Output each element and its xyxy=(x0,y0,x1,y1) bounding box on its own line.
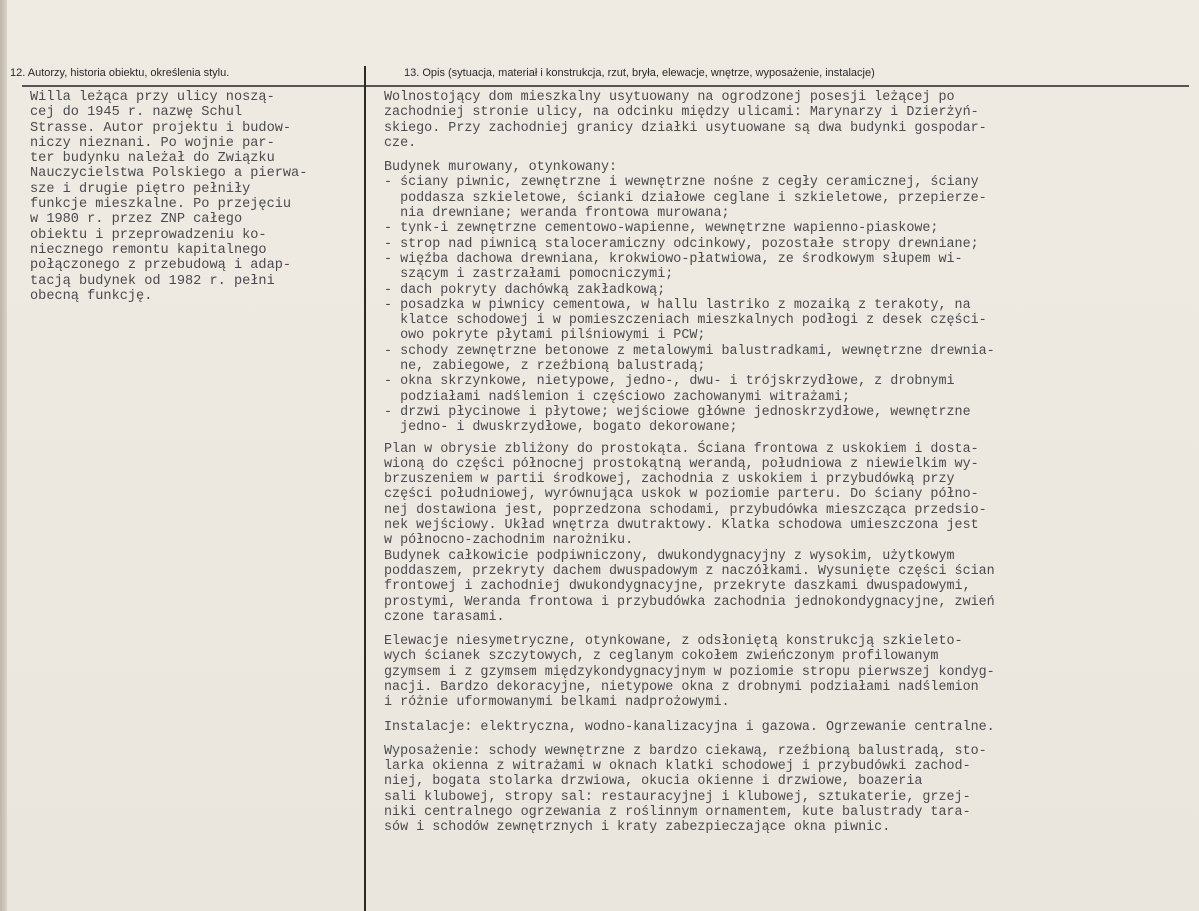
description-paragraph xyxy=(384,442,1184,626)
history-line: Nauczycielstwa Polskiego a pierwa- xyxy=(30,166,308,182)
history-line: cej do 1945 r. nazwę Schul xyxy=(30,105,243,121)
description-line: czone tarasami. xyxy=(384,609,505,625)
description-line: prostymi, Weranda frontowa i przybudówka zachodnia jednokondygnacyjne, zwień xyxy=(384,594,995,610)
history-line: Strasse. Autor projektu i budow- xyxy=(30,120,292,136)
description-line: niej, bogata stolarka drzwiowa, okucia okienne i drzwiowe, boazeria xyxy=(384,774,923,790)
description-line: - posadzka w piwnicy cementowa, w hallu lastriko z mozaiką z terakoty, na xyxy=(384,297,971,313)
description-line: Budynek murowany, otynkowany: xyxy=(384,160,618,176)
description-line: Budynek całkowicie podpiwniczony, dwukondygnacyjny z wysokim, użytkowym xyxy=(384,548,955,564)
description-line: cze. xyxy=(384,135,417,151)
description-line: i różnie uformowanymi belkami nadprożowymi. xyxy=(384,695,730,711)
history-line: sze i drugie piętro pełniły xyxy=(30,181,251,197)
description-line: larka okienna z witrażami w oknach klatki schodowej i przybudówki zachod- xyxy=(384,759,971,775)
description-line: brzuszeniem w partii środkowej, zachodnia z uskokiem i przybudówką przy xyxy=(384,472,955,488)
history-line: funkcje mieszkalne. Po przejęciu xyxy=(30,197,292,213)
description-line: owo pokryte płytami pilśniowymi i PCW; xyxy=(384,328,706,344)
paragraph-gap xyxy=(384,735,1184,744)
history-line: połączonego z przebudową i adap- xyxy=(30,258,292,274)
description-line: Wyposażenie: schody wewnętrzne z bardzo ciekawą, rzeźbioną balustradą, sto- xyxy=(384,743,987,759)
description-line: wioną do części północnej prostokątną werandą, południowa z niewielkim wy- xyxy=(384,456,979,472)
description-line: nek wejściowy. Układ wnętrza dwutraktowy. Klatka schodowa umieszczona jest xyxy=(384,518,979,534)
description-line: nia drewniane; weranda frontowa murowana; xyxy=(384,206,730,222)
paper-edge xyxy=(0,0,7,911)
description-line: gzymsem i z gzymsem międzykondygnacyjnym w poziomie stropu pierwszej kondyg- xyxy=(384,664,995,680)
description-paragraph xyxy=(384,634,1184,710)
header-rule xyxy=(22,85,1189,87)
description-line: ne, zabiegowe, z rzeźbioną balustradą; xyxy=(384,359,706,375)
description-paragraph xyxy=(384,720,1184,735)
description-line: wych ścianek szczytowych, z ceglanym cokołem zwieńczonym profilowanym xyxy=(384,649,939,665)
description-paragraph xyxy=(384,744,1184,836)
history-line: ter budynku należał do Związku xyxy=(30,151,275,167)
description-line: - więźba dachowa drewniana, krokwiowo-płatwiowa, ze środkowym słupem wi- xyxy=(384,251,963,267)
description-line: w północno-zachodnim narożniku. xyxy=(384,533,634,549)
description-line: jedno- i dwuskrzydłowe, bogato dekorowane; xyxy=(384,420,738,436)
description-line: sów i schodów zewnętrznych i kraty zabezpieczające okna piwnic. xyxy=(384,820,891,836)
description-line: frontowej i zachodniej dwukondygnacyjne, przekryte daszkami dwuspadowymi, xyxy=(384,579,971,595)
description-line: Plan w obrysie zbliżony do prostokąta. Ściana frontowa z uskokiem i dosta- xyxy=(384,441,979,457)
history-line: niecznego remontu kapitalnego xyxy=(30,242,267,258)
description-line: Wolnostojący dom mieszkalny usytuowany na ogrodzonej posesji leżącej po xyxy=(384,90,955,105)
description-line: - tynk-i zewnętrzne cementowo-wapienne, wewnętrzne wapienno-piaskowe; xyxy=(384,221,939,237)
description-line: klatce schodowej i w pomieszczeniach mieszkalnych podłogi z desek części- xyxy=(384,313,987,329)
description-line: sali klubowej, stropy sal: restauracyjnej i klubowej, sztukaterie, grzej- xyxy=(384,789,971,805)
history-line: w 1980 r. przez ZNP całego xyxy=(30,212,243,228)
description-line: - dach pokryty dachówką zakładkową; xyxy=(384,282,666,298)
description-line: poddasza szkieletowe, ścianki działowe ceglane i szkieletowe, przepierze- xyxy=(384,190,987,206)
description-line: podziałami nadślemion i częściowo zachowanymi witrażami; xyxy=(384,389,851,405)
description-line: - strop nad piwnicą staloceramiczny odcinkowy, pozostałe stropy drewniane; xyxy=(384,236,979,252)
history-line: Willa leżąca przy ulicy noszą- xyxy=(30,90,275,105)
description-text xyxy=(384,90,1184,836)
description-line: - schody zewnętrzne betonowe z metalowymi balustradkami, wewnętrzne drewnia- xyxy=(384,343,995,359)
section-12-header: 12. Autorzy, historia obiektu, określenia stylu. xyxy=(10,67,230,79)
paragraph-gap xyxy=(384,625,1184,634)
description-line: niki centralnego ogrzewania z roślinnym ornamentem, kute balustrady tara- xyxy=(384,805,971,821)
description-paragraph xyxy=(384,160,1184,435)
description-paragraph xyxy=(384,90,1184,151)
description-line: zachodniej stronie ulicy, na odcinku między ulicami: Marynarzy i Dzierżyń- xyxy=(384,105,979,121)
column-divider xyxy=(364,66,366,911)
paragraph-gap xyxy=(384,711,1184,720)
description-line: poddaszem, przekryty dachem dwuspadowym z naczółkami. Wysunięte części ścian xyxy=(384,563,995,579)
history-line: niczy nieznani. Po wojnie par- xyxy=(30,135,275,151)
description-line: Instalacje: elektryczna, wodno-kanalizacyjna i gazowa. Ogrzewanie centralne. xyxy=(384,719,995,735)
history-line: obiektu i przeprowadzeniu ko- xyxy=(30,227,267,243)
description-line: szącym i zastrzałami pomocniczymi; xyxy=(384,267,674,283)
history-text xyxy=(30,90,360,304)
paragraph-gap xyxy=(384,151,1184,160)
history-line: tacją budynek od 1982 r. pełni xyxy=(30,273,275,289)
description-line: nej dostawiona jest, poprzedzona schodami, przybudówka mieszcząca przedsio- xyxy=(384,502,987,518)
description-line: - okna skrzynkowe, nietypowe, jedno-, dwu- i trójskrzydłowe, z drobnymi xyxy=(384,374,955,390)
history-line: obecną funkcję. xyxy=(30,288,153,304)
description-line: - ściany piwnic, zewnętrzne i wewnętrzne nośne z cegły ceramicznej, ściany xyxy=(384,175,979,191)
description-line: nacji. Bardzo dekoracyjne, nietypowe okna z drobnymi podziałami nadślemion xyxy=(384,679,979,695)
description-line: Elewacje niesymetryczne, otynkowane, z odsłoniętą konstrukcją szkieleto- xyxy=(384,634,963,650)
description-line: - drzwi płycinowe i płytowe; wejściowe główne jednoskrzydłowe, wewnętrzne xyxy=(384,404,971,420)
description-line: skiego. Przy zachodniej granicy działki usytuowane są dwa budynki gospodar- xyxy=(384,120,987,136)
section-13-header: 13. Opis (sytuacja, materiał i konstrukcja, rzut, bryła, elewacje, wnętrze, wyposażenie, instalacje) xyxy=(404,67,875,79)
description-line: części południowej, wyrównująca uskok w poziomie parteru. Do ściany półno- xyxy=(384,487,979,503)
